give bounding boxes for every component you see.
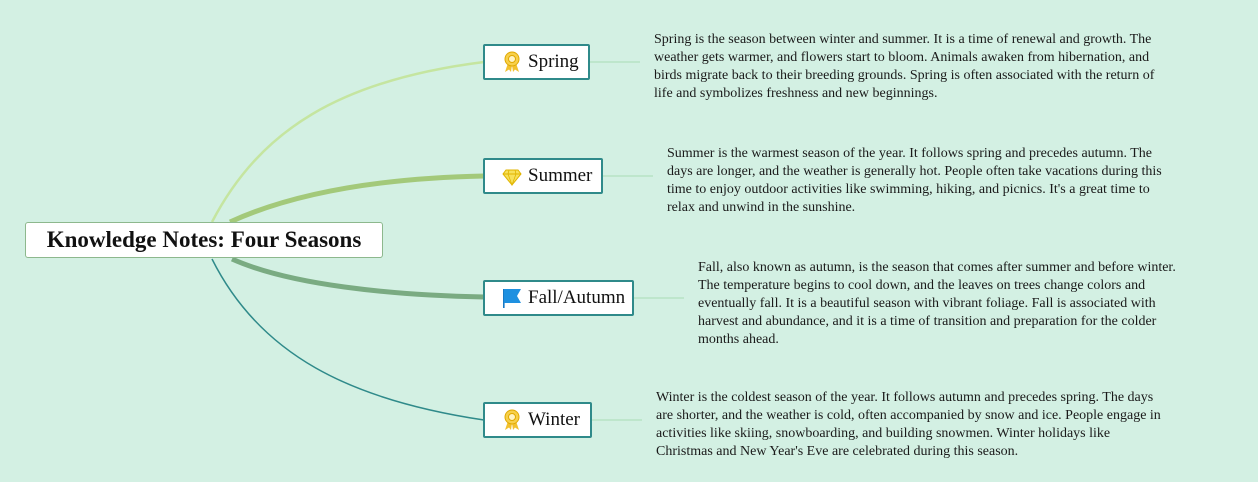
note-summer: Summer is the warmest season of the year. It follows spring and precedes autumn. The days are longer, and the weather is generally hot. People often take vacations during this time to enjoy outdoor activities like swimming, hiking, and picnics. It's a great time to relax and unwind in the sunshine. bbox=[667, 146, 1162, 215]
topic-summer-label: Summer bbox=[528, 165, 593, 186]
topic-spring[interactable] bbox=[483, 44, 590, 80]
root-title: Knowledge Notes: Four Seasons bbox=[46, 227, 362, 252]
topic-fall-autumn[interactable] bbox=[483, 280, 634, 316]
branch-spring bbox=[212, 62, 484, 222]
topic-winter-label: Winter bbox=[528, 409, 580, 430]
blue-flag-icon bbox=[502, 287, 522, 309]
topic-winter[interactable] bbox=[483, 402, 592, 438]
diamond-icon bbox=[502, 165, 522, 187]
topic-fall-label: Fall/Autumn bbox=[528, 287, 626, 308]
note-winter: Winter is the coldest season of the year. It follows autumn and precedes spring. The days are shorter, and the weather is cold, often accompanied by snow and ice. People engage in activities like skiing, snowboarding, and building snowmen. Winter holidays like Christmas and New Year's Eve are celebrated during this season. bbox=[656, 390, 1161, 459]
ribbon-medal-icon bbox=[502, 409, 522, 431]
note-fall: Fall, also known as autumn, is the season that comes after summer and before winter. The temperature begins to cool down, and the leaves on trees change colors and eventually fall. It is a beautiful season with vibrant foliage. Fall is associated with harvest and abundance, and it is a time of transition and preparation for the colder months ahead. bbox=[698, 260, 1176, 347]
branch-winter bbox=[212, 259, 484, 420]
note-spring: Spring is the season between winter and summer. It is a time of renewal and growth. The weather gets warmer, and flowers start to bloom. Animals awaken from hibernation, and birds migrate back to their breeding grounds. Spring is often associated with the return of life and symbolizes freshness and new beginnings. bbox=[654, 32, 1155, 101]
branch-summer bbox=[230, 176, 484, 222]
root-topic[interactable] bbox=[25, 222, 383, 258]
topic-spring-label: Spring bbox=[528, 51, 579, 72]
branch-fall bbox=[232, 259, 484, 297]
topic-summer[interactable] bbox=[483, 158, 603, 194]
ribbon-medal-icon bbox=[502, 51, 522, 73]
